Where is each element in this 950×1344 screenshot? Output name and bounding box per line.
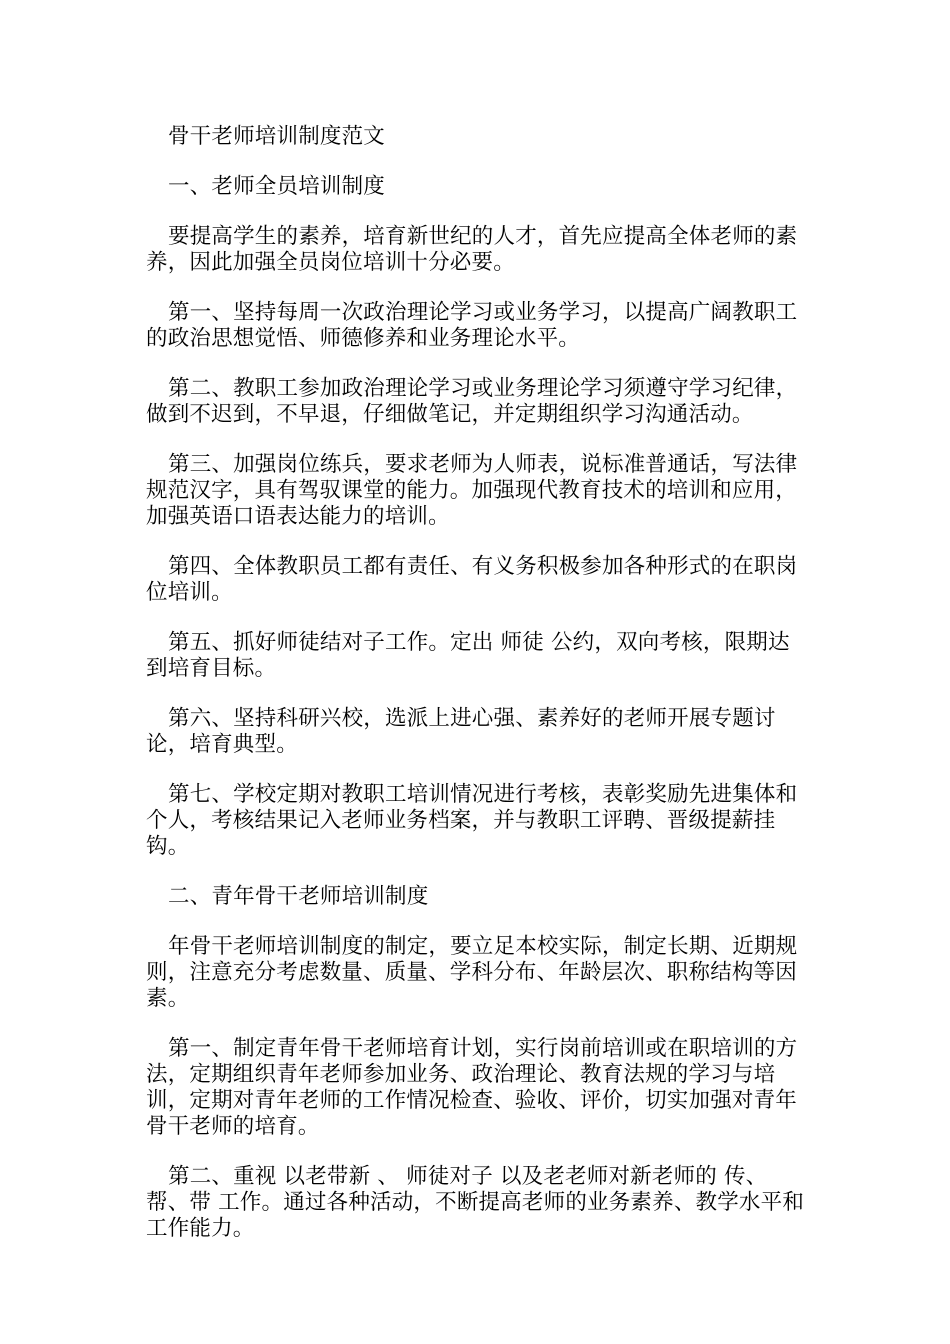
section2-heading: 二、青年骨干老师培训制度 <box>168 884 429 909</box>
document-title: 骨干老师培训制度范文 <box>168 124 386 149</box>
section2-item-1: 第一、制定青年骨干老师培育计划，实行岗前培训或在职培训的方法，定期组织青年老师参加业务、政治理论、教育法规的学习与培训，定期对青年老师的工作情况检查、验收、评价，切实加强对青年骨干老师的培育。 <box>146 1036 798 1139</box>
section1-item-5: 第五、抓好师徒结对子工作。定出 师徒 公约，双向考核，限期达到培育目标。 <box>146 630 790 681</box>
section1-heading: 一、老师全员培训制度 <box>168 174 386 199</box>
section1-item-2: 第二、教职工参加政治理论学习或业务理论学习须遵守学习纪律，做到不迟到，不早退，仔细做笔记，并定期组织学习沟通活动。 <box>146 376 798 427</box>
section1-intro: 要提高学生的素养，培育新世纪的人才，首先应提高全体老师的素养，因此加强全员岗位培训十分必要。 <box>146 224 798 275</box>
section1-item-3: 第三、加强岗位练兵，要求老师为人师表，说标准普通话，写法律规范汉字，具有驾驭课堂的能力。加强现代教育技术的培训和应用，加强英语口语表达能力的培训。 <box>146 452 798 529</box>
section2-item-2: 第二、重视 以老带新 、 师徒对子 以及老老师对新老师的 传、帮、带 工作。通过各种活动，不断提高老师的业务素养、教学水平和工作能力。 <box>146 1164 805 1241</box>
section1-item-4: 第四、全体教职员工都有责任、有义务积极参加各种形式的在职岗位培训。 <box>146 554 798 605</box>
section2-intro: 年骨干老师培训制度的制定，要立足本校实际，制定长期、近期规则，注意充分考虑数量、质量、学科分布、年龄层次、职称结构等因素。 <box>146 934 798 1011</box>
section1-item-6: 第六、坚持科研兴校，选派上进心强、素养好的老师开展专题讨论，培育典型。 <box>146 706 776 757</box>
section1-item-1: 第一、坚持每周一次政治理论学习或业务学习，以提高广阔教职工的政治思想觉悟、师德修养和业务理论水平。 <box>146 300 798 351</box>
section1-item-7: 第七、学校定期对教职工培训情况进行考核，表彰奖励先进集体和个人，考核结果记入老师业务档案，并与教职工评聘、晋级提薪挂钩。 <box>146 782 798 859</box>
document-page <box>146 124 810 1266</box>
